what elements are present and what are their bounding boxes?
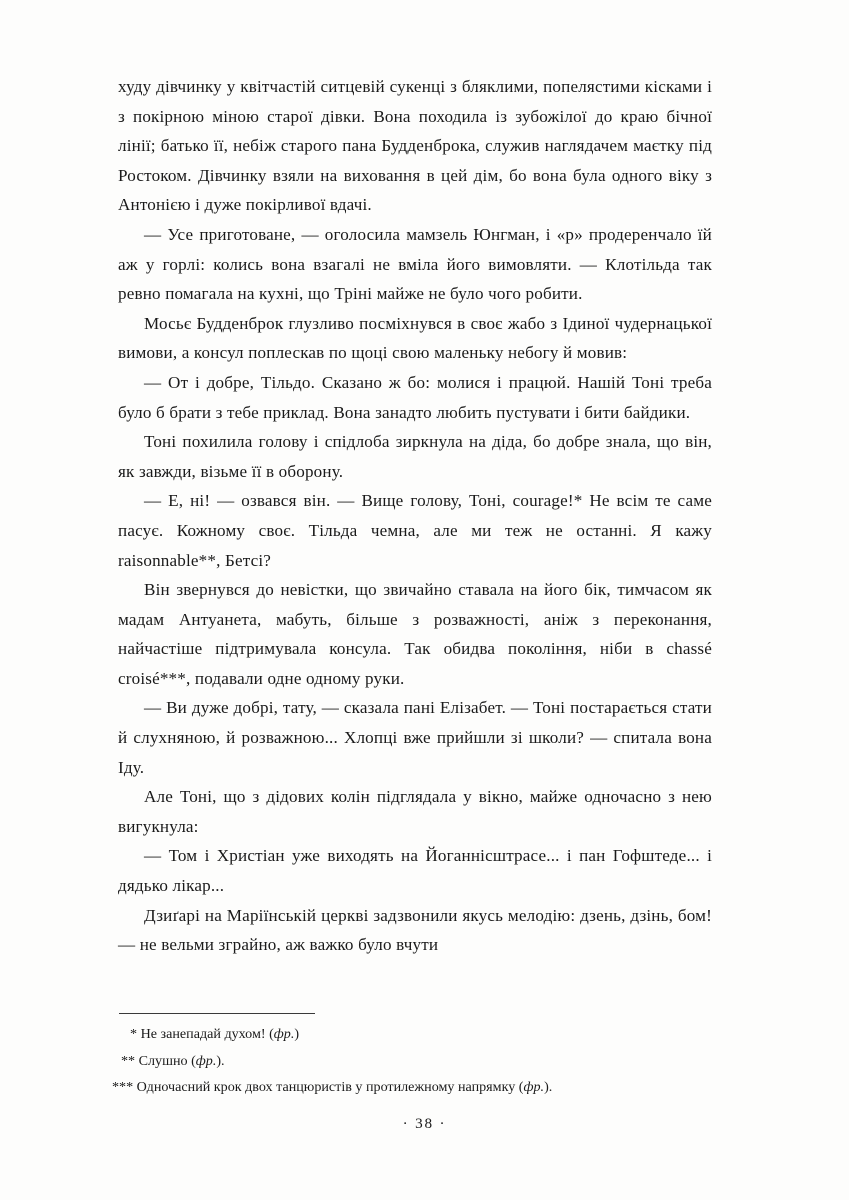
paragraph: Дзиґарі на Маріїнській церкві задзвонили якусь мелодію: дзень, дзінь, бом! — не вельми зграйно, аж важко було вчути — [118, 905, 712, 955]
paragraph: Він звернувся до невістки, що звичайно ставала на його бік, тимчасом як мадам Антуанета, мабуть, більше з розважності, аніж з переконання, найчастіше підтримувала консула. Так обидва покоління, ніби в chassé croisé***, подавали одне одному руки. — [118, 580, 712, 688]
paragraph: — Усе приготоване, — оголосила мамзель Юнгман, і «р» продеренчало їй аж у горлі: колись вона взагалі не вміла його вимовляти. — Клотільда так ревно помагала на кухні, що Тріні майже не було чого робити. — [118, 224, 712, 304]
page-number: · 38 · — [402, 1115, 447, 1132]
footnote-text: Не занепадай духом! ( — [140, 1026, 274, 1042]
footnote-item — [112, 1022, 714, 1047]
footnote-item — [112, 1049, 714, 1074]
page-body-text — [118, 72, 712, 960]
paragraph: Тоні похилила голову і спідлоба зиркнула на діда, бо добре знала, що він, як завжди, візьме її в оборону. — [118, 432, 712, 481]
paragraph: Мосьє Будденброк глузливо посміхнувся в своє жабо з Ідиної чудернацької вимови, а консул поплескав по щоці свою маленьку небогу й мовив: — [118, 313, 712, 363]
footnote-item — [112, 1075, 714, 1100]
footnote-text-italic: фр. — [195, 1052, 217, 1069]
paragraph: — Е, ні! — озвався він. — Вище голову, Тоні, courage!* Не всім те саме пасує. Кожному своє. Тільда чемна, але ми теж не останні. Я кажу raisonnable**, Бетсі? — [118, 491, 712, 570]
footnote-text-after: ). — [216, 1052, 225, 1069]
footnote-text: Слушно ( — [138, 1052, 196, 1069]
footnote-text-after: ). — [544, 1079, 553, 1095]
footnote-text-italic: фр. — [273, 1026, 295, 1042]
paragraph: — Ви дуже добрі, тату, — сказала пані Елізабет. — Тоні постарається стати й слухняною, й розважною... Хлопці вже прийшли зі школи? — спитала вона Іду. — [118, 698, 712, 777]
paragraph: — От і добре, Тільдо. Сказано ж бо: молися і працюй. Нашій Тоні треба було б брати з тебе приклад. Вона занадто любить пустувати і бити байдики. — [118, 372, 712, 422]
footnote-text-after: ) — [294, 1026, 300, 1042]
footnote-text: Одночасний крок двох танцюристів у протилежному напрямку ( — [136, 1079, 524, 1095]
paragraph: худу дівчинку у квітчастій ситцевій сукенці з бляклими, попелястими кісками і з покірною міною старої дівки. Вона походила із зубожілої до краю бічної лінії; батько її, небіж старого пана Будденброка, служив наглядачем маєтку під Ростоком. Дівчинку взяли на виховання в цей дім, бо вона була одного віку з Антонією і дуже покірливої вдачі. — [118, 77, 712, 215]
footnote-marker: *** — [112, 1079, 134, 1095]
footnote-marker: ** — [121, 1052, 136, 1069]
footnote-marker: * — [130, 1026, 138, 1042]
paragraph: — Том і Христіан уже виходять на Йоганнісштрасе... і пан Гофштеде... і дядько лікар... — [118, 846, 712, 896]
footnote-divider — [119, 1013, 315, 1014]
paragraph: Але Тоні, що з дідових колін підглядала у вікно, майже одночасно з нею вигукнула: — [118, 787, 712, 836]
footnote-text-italic: фр. — [523, 1079, 545, 1095]
footnote-block — [112, 1022, 714, 1102]
